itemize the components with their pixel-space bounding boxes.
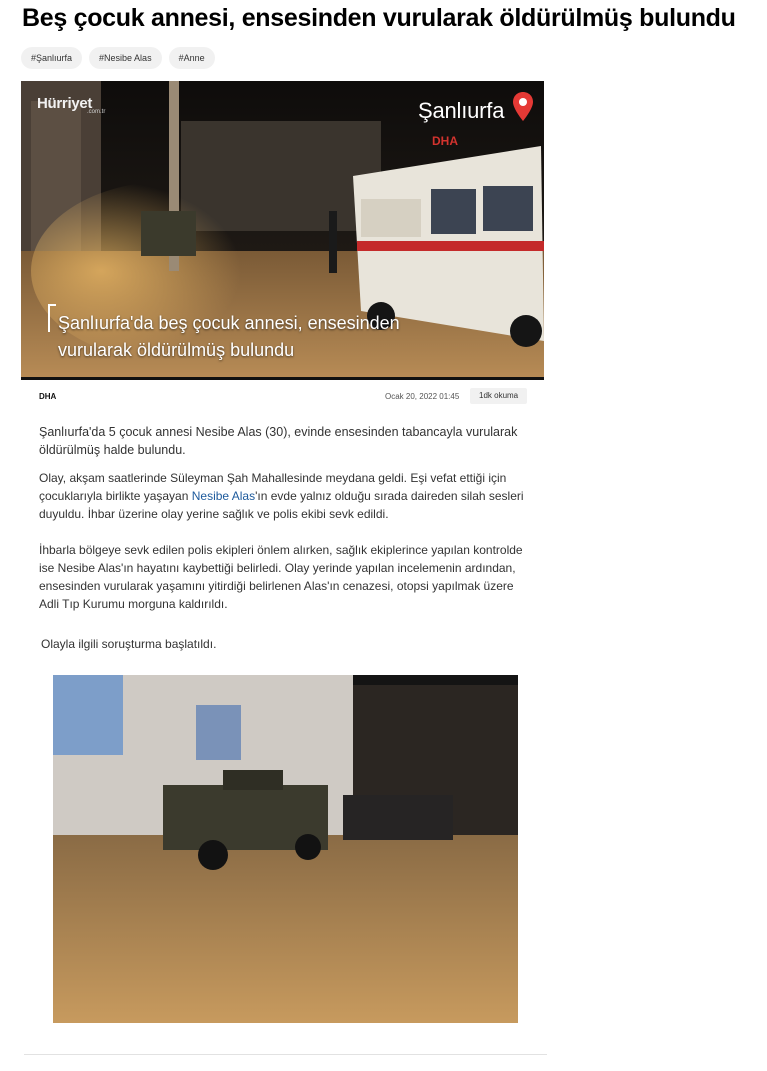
hero-caption bbox=[58, 310, 498, 364]
article-divider bbox=[24, 1054, 547, 1055]
armored-vehicle-photo bbox=[53, 675, 518, 1023]
tag-anne[interactable]: #Anne bbox=[169, 47, 215, 69]
article-date: Ocak 20, 2022 01:45 bbox=[385, 392, 460, 401]
article-paragraph-1 bbox=[39, 469, 534, 523]
hurriyet-watermark: Hürriyet bbox=[37, 95, 93, 112]
hero-caption-line2: vurularak öldürülmüş bulundu bbox=[58, 340, 295, 360]
nesibe-alas-link[interactable]: Nesibe Alas bbox=[191, 489, 256, 503]
tag-nesibe-alas[interactable]: #Nesibe Alas bbox=[89, 47, 162, 69]
hero-bottom-border bbox=[21, 377, 544, 380]
hero-video-image[interactable] bbox=[21, 81, 544, 379]
article-paragraph-3: Olayla ilgili soruşturma başlatıldı. bbox=[41, 637, 217, 651]
location-pin-icon bbox=[511, 91, 535, 123]
article-paragraph-2: İhbarla bölgeye sevk edilen polis ekipleri önlem alırken, sağlık ekiplerince yapılan kontrolde ise Nesibe Alas'ın hayatını kaybettiği belirledi. Olay yerinde yapılan incelemenin ardından, ensesinden vurularak yaşamını yitirdiği belirlenen Alas'ın cenazesi, otopsi yapılmak üzere Adli Tıp Kurumu morguna kaldırıldı. bbox=[39, 543, 523, 611]
article-lead: Şanlıurfa'da 5 çocuk annesi Nesibe Alas (30), evinde ensesinden tabancayla vurularak öldürülmüş halde bulundu. bbox=[39, 425, 518, 457]
article-headline: Beş çocuk annesi, ensesinden vurularak öldürülmüş bulundu bbox=[22, 4, 736, 32]
paragraph-1-text-end: 'ın evde yalnız olduğu sırada daireden silah sesleri duyuldu. İhbar üzerine olay yerine sağlık ve polis ekibi sevk edildi. bbox=[39, 489, 524, 521]
night-street-armored-vehicle-scene bbox=[53, 675, 518, 1023]
article-source: DHA bbox=[39, 392, 57, 401]
reading-time-badge: 1dk okuma bbox=[470, 388, 527, 404]
tag-list bbox=[21, 47, 215, 69]
hurriyet-watermark-sub: .com.tr bbox=[87, 109, 106, 115]
paragraph-1-text-start: Olay, akşam saatlerinde Süleyman Şah Mahallesinde meydana geldi. Eşi vefat ettiği için çocuklarıyla birlikte yaşayan bbox=[39, 471, 507, 503]
hero-caption-line1: Şanlıurfa'da beş çocuk annesi, ensesinden bbox=[58, 313, 400, 333]
hero-city-label: Şanlıurfa bbox=[418, 98, 505, 123]
tag-sanliurfa[interactable]: #Şanlıurfa bbox=[21, 47, 82, 69]
caption-bracket-decoration bbox=[48, 304, 56, 332]
hero-agency-logo: DHA bbox=[432, 134, 458, 148]
